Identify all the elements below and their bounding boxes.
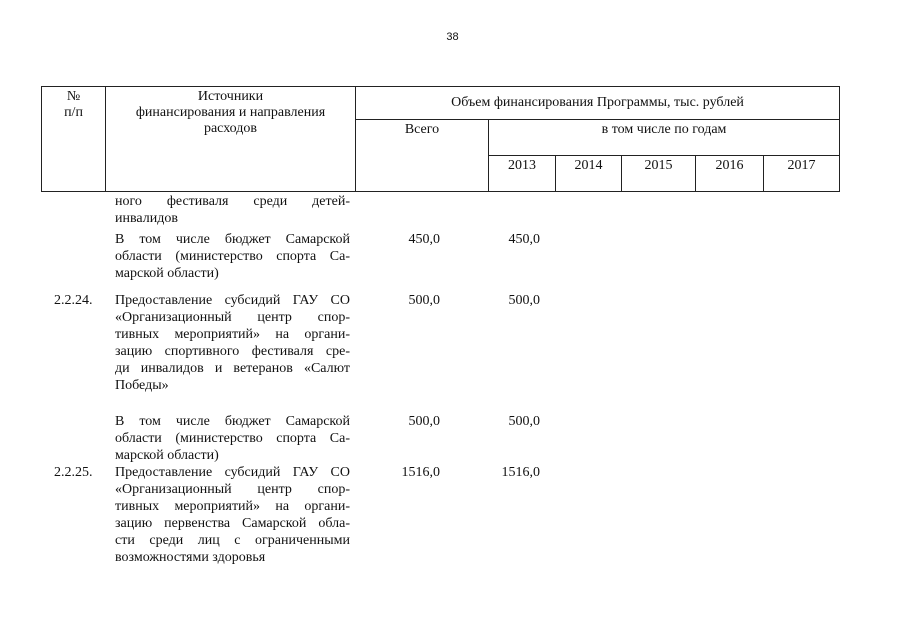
row-text-line: возможностями здоровья bbox=[115, 550, 266, 565]
page-number: 38 bbox=[446, 31, 459, 43]
row-text-line: Предоставление субсидий ГАУ СО bbox=[115, 465, 350, 480]
row-text-line: зацию первенства Самарской обла- bbox=[115, 516, 350, 531]
header-year: 2014 bbox=[556, 156, 622, 192]
row-2013: 1516,0 bbox=[501, 465, 540, 480]
header-by-years: в том числе по годам bbox=[489, 120, 840, 156]
header-total: Всего bbox=[356, 120, 489, 192]
row-text-line: зацию спортивного фестиваля сре- bbox=[115, 344, 350, 359]
header-number-line: № bbox=[66, 89, 81, 104]
header-year: 2013 bbox=[489, 156, 556, 192]
row-text-line: области (министерство спорта Са- bbox=[115, 431, 350, 446]
header-source-column bbox=[106, 87, 356, 192]
header-source-line: Источники bbox=[197, 89, 264, 104]
row-text-line: тивных мероприятий» на органи- bbox=[115, 499, 350, 514]
row-text-line: ного фестиваля среди детей- bbox=[115, 194, 350, 209]
row-total: 450,0 bbox=[408, 232, 440, 247]
table-header bbox=[41, 86, 840, 192]
row-text-line: тивных мероприятий» на органи- bbox=[115, 327, 350, 342]
row-2013: 500,0 bbox=[508, 293, 540, 308]
header-number-line: п/п bbox=[64, 105, 83, 120]
row-total: 500,0 bbox=[408, 414, 440, 429]
row-text-line: Победы» bbox=[115, 378, 169, 393]
row-text-line: Предоставление субсидий ГАУ СО bbox=[115, 293, 350, 308]
row-text-line: инвалидов bbox=[115, 211, 178, 226]
row-text-line: сти среди лиц с ограниченными bbox=[115, 533, 350, 548]
row-total: 500,0 bbox=[408, 293, 440, 308]
row-2013: 450,0 bbox=[508, 232, 540, 247]
header-source-line: расходов bbox=[203, 121, 258, 136]
header-source-line: финансирования и направления bbox=[135, 105, 326, 120]
row-text-line: марской области) bbox=[115, 448, 219, 463]
row-text-line: В том числе бюджет Самарской bbox=[115, 232, 350, 247]
row-text-line: марской области) bbox=[115, 266, 219, 281]
header-year: 2017 bbox=[764, 156, 840, 192]
row-2013: 500,0 bbox=[508, 414, 540, 429]
row-text-line: области (министерство спорта Са- bbox=[115, 249, 350, 264]
header-year: 2015 bbox=[622, 156, 696, 192]
row-number: 2.2.25. bbox=[54, 465, 93, 480]
row-text-line: ди инвалидов и ветеранов «Салют bbox=[115, 361, 350, 376]
header-year: 2016 bbox=[696, 156, 764, 192]
row-total: 1516,0 bbox=[401, 465, 440, 480]
row-text-line: «Организационный центр спор- bbox=[115, 482, 350, 497]
row-number: 2.2.24. bbox=[54, 293, 93, 308]
row-text-line: «Организационный центр спор- bbox=[115, 310, 350, 325]
header-volume: Объем финансирования Программы, тыс. рублей bbox=[356, 87, 840, 120]
header-number-column bbox=[42, 87, 106, 192]
row-text-line: В том числе бюджет Самарской bbox=[115, 414, 350, 429]
